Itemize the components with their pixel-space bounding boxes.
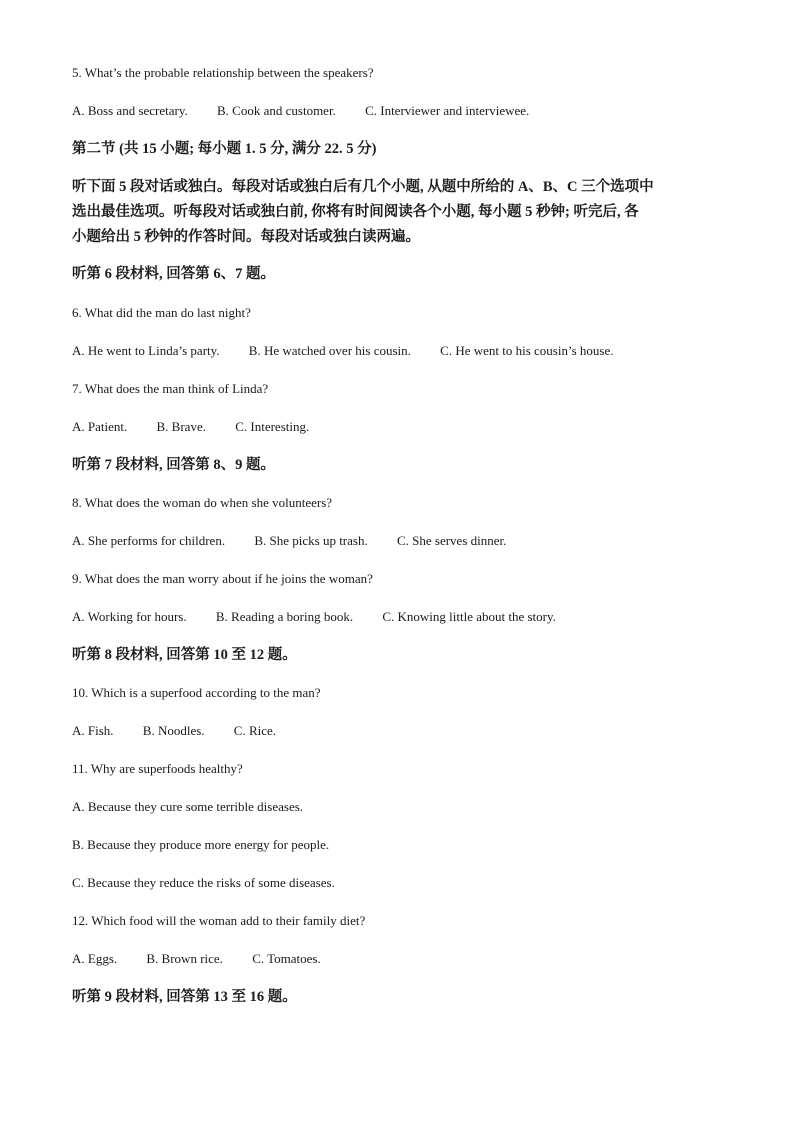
question-8-options <box>72 532 506 550</box>
q6-option-c: C. He went to his cousin’s house. <box>440 343 614 358</box>
instructions-line-3: 小题给出 5 秒钟的作答时间。每段对话或独白读两遍。 <box>72 229 420 245</box>
q11-option-b: B. Because they produce more energy for people. <box>72 837 330 852</box>
passage-7-heading: 听第 7 段材料, 回答第 8、9 题。 <box>72 457 275 473</box>
q8-option-a: A. She performs for children. <box>72 533 226 548</box>
passage-6-heading: 听第 6 段材料, 回答第 6、7 题。 <box>72 266 275 282</box>
instructions-line-1: 听下面 5 段对话或独白。每段对话或独白后有几个小题, 从题中所给的 A、B、C 三个选项中 <box>72 179 654 195</box>
passage-8-heading: 听第 8 段材料, 回答第 10 至 12 题。 <box>72 647 297 663</box>
question-7: 7. What does the man think of Linda? <box>72 381 269 396</box>
q5-option-c: C. Interviewer and interviewee. <box>365 103 530 118</box>
q9-option-a: A. Working for hours. <box>72 609 187 624</box>
instructions-line-2: 选出最佳选项。听每段对话或独白前, 你将有时间阅读各个小题, 每小题 5 秒钟; 听完后, 各 <box>72 204 639 220</box>
question-5-options <box>72 102 529 120</box>
q7-option-c: C. Interesting. <box>235 419 310 434</box>
question-9-options <box>72 608 556 626</box>
q10-option-a: A. Fish. <box>72 723 114 738</box>
q11-option-a: A. Because they cure some terrible diseases. <box>72 799 304 814</box>
question-11: 11. Why are superfoods healthy? <box>72 761 243 776</box>
q11-option-c: C. Because they reduce the risks of some diseases. <box>72 875 335 890</box>
q6-option-a: A. He went to Linda’s party. <box>72 343 220 358</box>
question-9: 9. What does the man worry about if he joins the woman? <box>72 571 373 586</box>
q5-option-a: A. Boss and secretary. <box>72 103 188 118</box>
q10-option-b: B. Noodles. <box>142 723 205 738</box>
section-2-title: 第二节 (共 15 小题; 每小题 1. 5 分, 满分 22. 5 分) <box>72 141 377 157</box>
question-5: 5. What’s the probable relationship between the speakers? <box>72 65 374 80</box>
question-10-options <box>72 722 276 740</box>
q12-option-b: B. Brown rice. <box>146 951 223 966</box>
passage-9-heading: 听第 9 段材料, 回答第 13 至 16 题。 <box>72 989 297 1005</box>
question-7-options <box>72 418 309 436</box>
q7-option-b: B. Brave. <box>156 419 206 434</box>
question-12-options <box>72 950 321 968</box>
question-6: 6. What did the man do last night? <box>72 305 251 320</box>
q5-option-b: B. Cook and customer. <box>217 103 336 118</box>
question-8: 8. What does the woman do when she volunteers? <box>72 495 333 510</box>
q8-option-b: B. She picks up trash. <box>254 533 368 548</box>
q12-option-a: A. Eggs. <box>72 951 118 966</box>
q7-option-a: A. Patient. <box>72 419 128 434</box>
q8-option-c: C. She serves dinner. <box>396 533 507 548</box>
q9-option-c: C. Knowing little about the story. <box>382 609 556 624</box>
q10-option-c: C. Rice. <box>233 723 277 738</box>
question-12: 12. Which food will the woman add to their family diet? <box>72 913 366 928</box>
q6-option-b: B. He watched over his cousin. <box>248 343 411 358</box>
q12-option-c: C. Tomatoes. <box>252 951 321 966</box>
q9-option-b: B. Reading a boring book. <box>215 609 354 624</box>
question-6-options <box>72 342 613 360</box>
question-10: 10. Which is a superfood according to the man? <box>72 685 321 700</box>
